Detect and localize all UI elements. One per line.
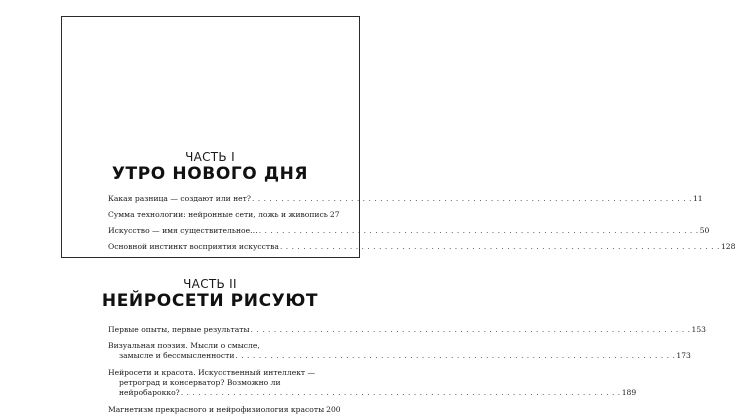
toc-entry-title-continued: замысле и бессмысленности — [119, 351, 235, 360]
toc-entry-title: Магнетизм прекрасного и нейрофизиология красоты — [108, 405, 325, 414]
toc-entry-page: 27 — [329, 210, 340, 219]
part-two-title: НЕЙРОСЕТИ РИСУЮТ — [101, 291, 319, 311]
toc-entry-page: 173 — [676, 351, 691, 360]
toc-entry[interactable] — [108, 226, 710, 236]
leader-dots — [251, 325, 691, 335]
toc-entry-title: Искусство — имя существительное… — [108, 226, 258, 235]
leader-dots — [259, 226, 699, 236]
toc-entry[interactable] — [108, 242, 735, 252]
toc-entry-title: Нейросети и красота. Искусственный интеллект — — [108, 368, 316, 377]
part-one-frame — [61, 16, 360, 258]
toc-entry-page: 189 — [621, 388, 637, 397]
toc-entry[interactable] — [108, 405, 341, 415]
toc-entry[interactable] — [108, 194, 703, 204]
toc-entry-title-continued: нейробарокко? — [119, 388, 180, 397]
toc-entry-title: Основной инстинкт восприятия искусства — [108, 242, 279, 251]
toc-entry-title: Первые опыты, первые результаты — [108, 325, 250, 334]
toc-entry-title: Сумма технологии: нейронные сети, ложь и живопись — [108, 210, 328, 219]
toc-entry-page: 128 — [720, 242, 735, 251]
part-one-title: УТРО НОВОГО ДНЯ — [111, 164, 309, 184]
toc-entry[interactable] — [108, 341, 691, 361]
toc-entry[interactable] — [108, 210, 340, 220]
leader-dots — [181, 388, 621, 398]
toc-entry[interactable] — [108, 368, 637, 398]
toc-entry-title: Какая разница — создают или нет? — [108, 194, 251, 203]
toc-entry-page: 153 — [691, 325, 706, 334]
part-two-label: ЧАСТЬ II — [183, 277, 237, 291]
toc-entry-page: 50 — [699, 226, 710, 235]
toc-entry-page: 200 — [326, 405, 341, 414]
leader-dots — [235, 351, 675, 361]
leader-dots — [252, 194, 692, 204]
toc-entry-title: Визуальная поэзия. Мысли о смысле, — [108, 341, 260, 350]
toc-entry[interactable] — [108, 325, 706, 335]
toc-entry-page: 11 — [692, 194, 703, 203]
toc-entry-title-continued: ретроград и консерватор? Возможно ли — [119, 378, 281, 387]
part-one-label: ЧАСТЬ I — [185, 150, 235, 164]
leader-dots — [280, 242, 720, 252]
